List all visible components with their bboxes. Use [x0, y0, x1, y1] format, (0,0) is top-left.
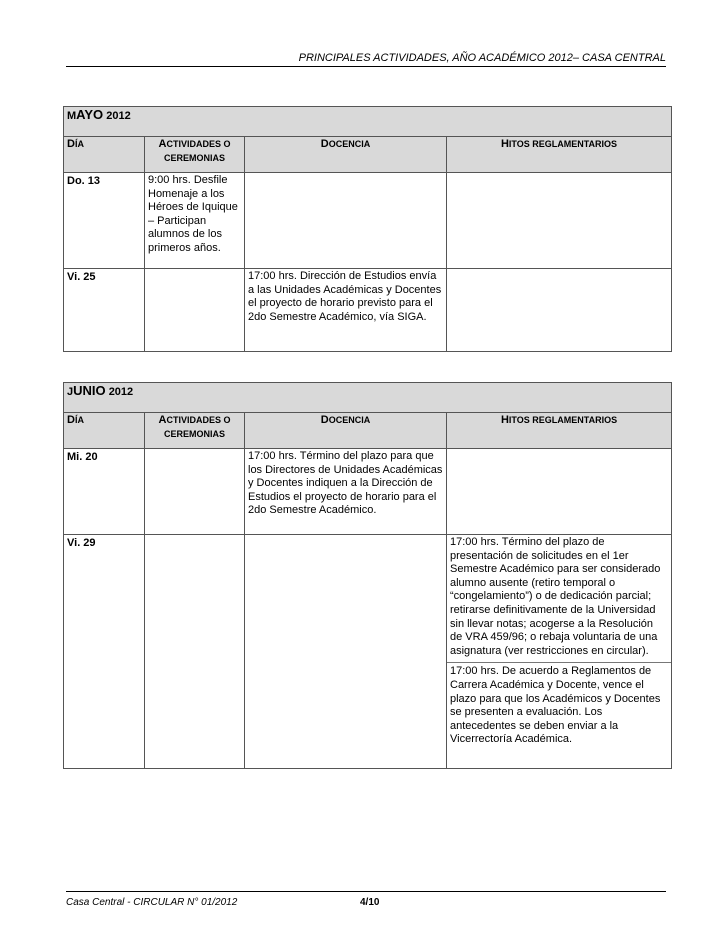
month-initial: J — [67, 386, 74, 398]
page-header: PRINCIPALES ACTIVIDADES, AÑO ACADÉMICO 2012– CASA CENTRAL — [298, 52, 666, 64]
month-name-rest: AYO — [76, 107, 104, 122]
col-header-activities: ACTIVIDADES O CEREMONIAS — [145, 413, 245, 449]
june-schedule-table — [63, 382, 672, 769]
activities-cell: 9:00 hrs. Desfile Homenaje a los Héroes de Iquique – Participan alumnos de los primeros años. — [145, 173, 245, 269]
day-cell: Vi. 25 — [64, 269, 145, 352]
day-cell: Vi. 29 — [64, 535, 145, 769]
footer-circular-label: Casa Central - CIRCULAR N° 01/2012 — [66, 897, 238, 908]
col-header-activities: ACTIVIDADES O CEREMONIAS — [145, 137, 245, 173]
month-title-row — [64, 383, 672, 413]
table-row — [64, 449, 672, 535]
activities-cell — [145, 449, 245, 535]
day-cell: Do. 13 — [64, 173, 145, 269]
activities-cell — [145, 535, 245, 769]
col-header-day: DÍA — [64, 413, 145, 449]
col-header-day: DÍA — [64, 137, 145, 173]
month-name-rest: UNIO — [73, 383, 106, 398]
milestones-cell — [447, 535, 672, 769]
month-title — [64, 383, 672, 413]
milestone-entry: 17:00 hrs. Término del plazo de presentación de solicitudes en el 1er Semestre Académico para ser considerado alumno ausente (retiro temporal o “congelamiento”) o de dedicación parcial; retirarse definitivamente de la Universidad sin llevar notas; acogerse a la Resolución de VRA 459/96; o rebaja voluntaria de una asignatura (ver restricciones en circular). — [450, 536, 661, 657]
month-initial: M — [67, 110, 77, 122]
header-rule — [66, 66, 666, 67]
col-header-milestones: HITOS REGLAMENTARIOS — [447, 137, 672, 173]
table-row — [64, 535, 672, 769]
teaching-cell — [245, 535, 447, 769]
milestones-cell — [447, 173, 672, 269]
month-year: 2012 — [106, 110, 131, 122]
milestones-cell — [447, 449, 672, 535]
column-header-row — [64, 413, 672, 449]
col-header-teaching: DOCENCIA — [245, 413, 447, 449]
month-title — [64, 107, 672, 137]
teaching-cell: 17:00 hrs. Dirección de Estudios envía a las Unidades Académicas y Docentes el proyecto de horario previsto para el 2do Semestre Académico, vía SIGA. — [245, 269, 447, 352]
day-cell: Mi. 20 — [64, 449, 145, 535]
teaching-cell — [245, 173, 447, 269]
col-header-teaching: DOCENCIA — [245, 137, 447, 173]
milestones-cell — [447, 269, 672, 352]
milestone-entry: 17:00 hrs. De acuerdo a Reglamentos de Carrera Académica y Docente, vence el plazo para que los Académicos y Docentes se presenten a evaluación. Los antecedentes se deben enviar a la Vicerrectoría Académica. — [447, 662, 671, 747]
column-header-row — [64, 137, 672, 173]
teaching-cell: 17:00 hrs. Término del plazo para que los Directores de Unidades Académicas y Docentes indiquen a la Dirección de Estudios el proyecto de horario para el 2do Semestre Académico. — [245, 449, 447, 535]
month-year: 2012 — [108, 386, 134, 398]
may-schedule-table — [63, 106, 672, 352]
activities-cell — [145, 269, 245, 352]
page-number: 4/10 — [360, 897, 380, 908]
table-row — [64, 269, 672, 352]
col-header-milestones: HITOS REGLAMENTARIOS — [447, 413, 672, 449]
table-row — [64, 173, 672, 269]
footer-rule — [66, 891, 666, 892]
month-title-row — [64, 107, 672, 137]
